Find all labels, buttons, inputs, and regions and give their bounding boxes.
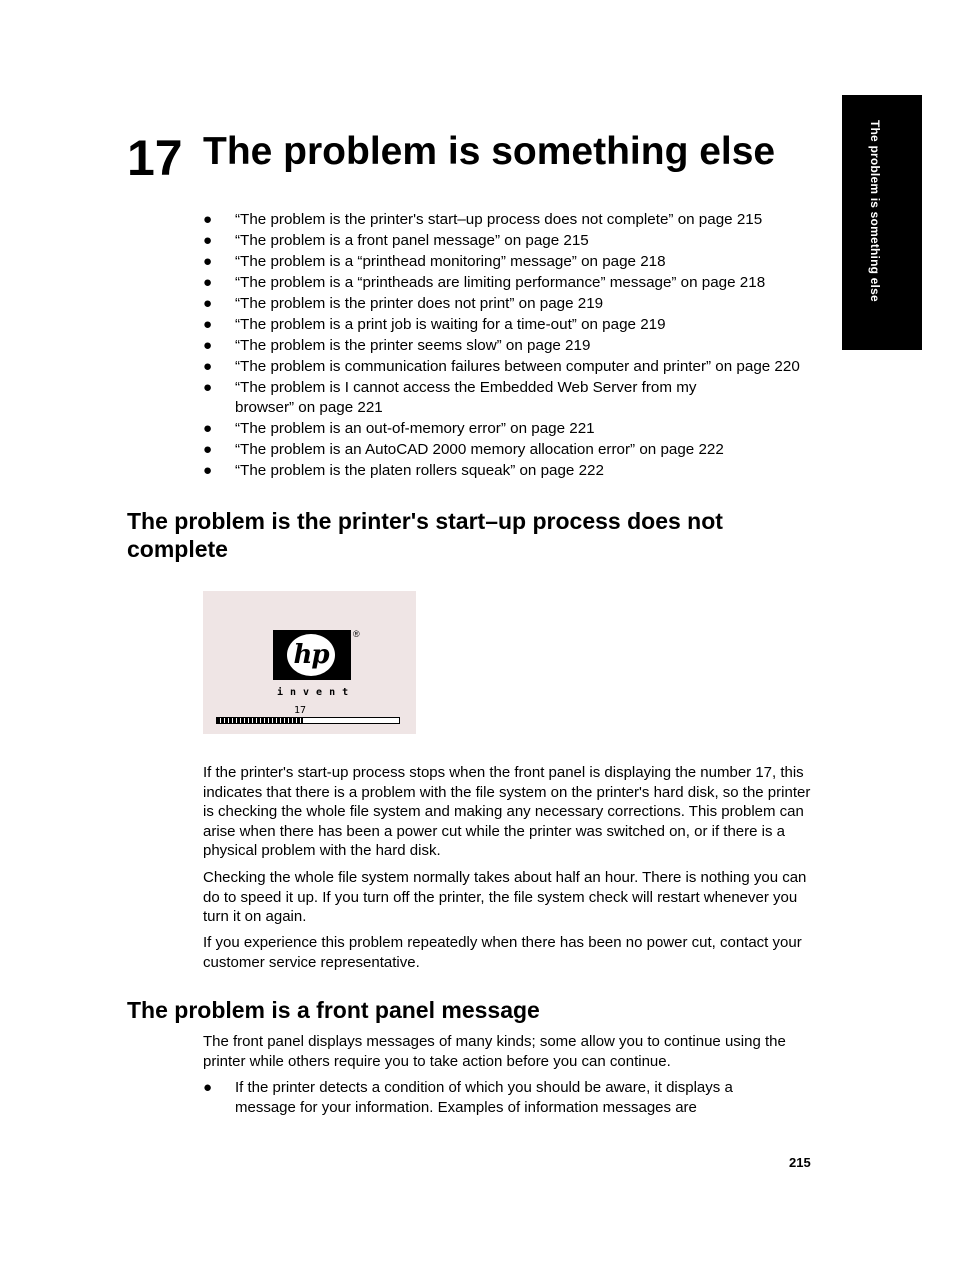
- startup-step-number: 17: [294, 705, 307, 716]
- bullet-icon: ●: [203, 1079, 213, 1096]
- paragraph: Checking the whole file system normally takes about half an hour. There is nothing you can do to speed it up. If you turn off the printer, the file system check will restart whenever you turn it on again.: [203, 869, 807, 926]
- invent-label: invent: [277, 687, 356, 698]
- toc-item[interactable]: ● “The problem is the printer seems slow” on page 219: [203, 337, 591, 354]
- startup-progress-bar: [216, 717, 400, 724]
- bullet-icon: ●: [203, 274, 213, 291]
- toc-item[interactable]: ● “The problem is an out-of-memory error” on page 221: [203, 420, 595, 437]
- page-number: 215: [789, 1155, 811, 1170]
- bullet-icon: ●: [203, 232, 213, 249]
- bullet-icon: ●: [203, 253, 213, 270]
- toc-item[interactable]: ● “The problem is a front panel message” on page 215: [203, 232, 589, 249]
- toc-item[interactable]: ● “The problem is a “printhead monitoring” message” on page 218: [203, 253, 666, 270]
- side-tab-label: The problem is something else: [868, 120, 882, 302]
- side-chapter-tab: [842, 95, 922, 350]
- bullet-icon: ●: [203, 379, 213, 396]
- toc-item[interactable]: ● “The problem is the printer does not print” on page 219: [203, 295, 604, 312]
- toc-item[interactable]: ● “The problem is communication failures between computer and printer” on page 220: [203, 358, 800, 375]
- paragraph: The front panel displays messages of many kinds; some allow you to continue using the printer while others require you to take action before you can continue.: [203, 1033, 786, 1070]
- bullet-icon: ●: [203, 337, 213, 354]
- toc-item[interactable]: ● “The problem is a “printheads are limiting performance” message” on page 218: [203, 274, 766, 291]
- startup-progress-fill: [217, 718, 303, 723]
- bullet-icon: ●: [203, 420, 213, 437]
- bullet-icon: ●: [203, 295, 213, 312]
- paragraph: If you experience this problem repeatedly when there has been no power cut, contact your customer service representative.: [203, 934, 802, 971]
- bullet-icon: ●: [203, 316, 213, 333]
- toc-item[interactable]: ● “The problem is an AutoCAD 2000 memory allocation error” on page 222: [203, 441, 724, 458]
- toc-item[interactable]: ● “The problem is I cannot access the Embedded Web Server from my browser” on page 221: [203, 379, 697, 416]
- chapter-title: The problem is something else: [203, 130, 776, 173]
- toc-item[interactable]: ● “The problem is a print job is waiting for a time-out” on page 219: [203, 316, 666, 333]
- bullet-icon: ●: [203, 441, 213, 458]
- toc-item[interactable]: ● “The problem is the platen rollers squeak” on page 222: [203, 462, 604, 479]
- section-heading-front-panel: The problem is a front panel message: [127, 997, 540, 1023]
- bullet-icon: ●: [203, 462, 213, 479]
- section-heading-startup: The problem is the printer's start–up process does not complete: [127, 508, 723, 562]
- toc-item[interactable]: ● “The problem is the printer's start–up process does not complete” on page 215: [203, 211, 763, 228]
- hp-logo-text: hp: [293, 640, 329, 670]
- hp-logo-icon: [273, 630, 351, 680]
- bullet-icon: ●: [203, 211, 213, 228]
- front-panel-display: [203, 591, 416, 734]
- registered-mark: ®: [353, 629, 360, 639]
- chapter-number: 17: [127, 130, 183, 186]
- chapter-toc-list: [203, 210, 843, 482]
- list-item: ● If the printer detects a condition of which you should be aware, it displays a message for your information. Examples of information messages are: [203, 1079, 733, 1116]
- bullet-icon: ●: [203, 358, 213, 375]
- paragraph: If the printer's start-up process stops when the front panel is displaying the number 17, this indicates that there is a problem with the file system on the printer's hard disk, so the printer is checking the whole file system and making any necessary corrections. This problem can arise when there has been a power cut while the printer was switched on, or if there is a physical problem with the hard disk.: [203, 764, 811, 860]
